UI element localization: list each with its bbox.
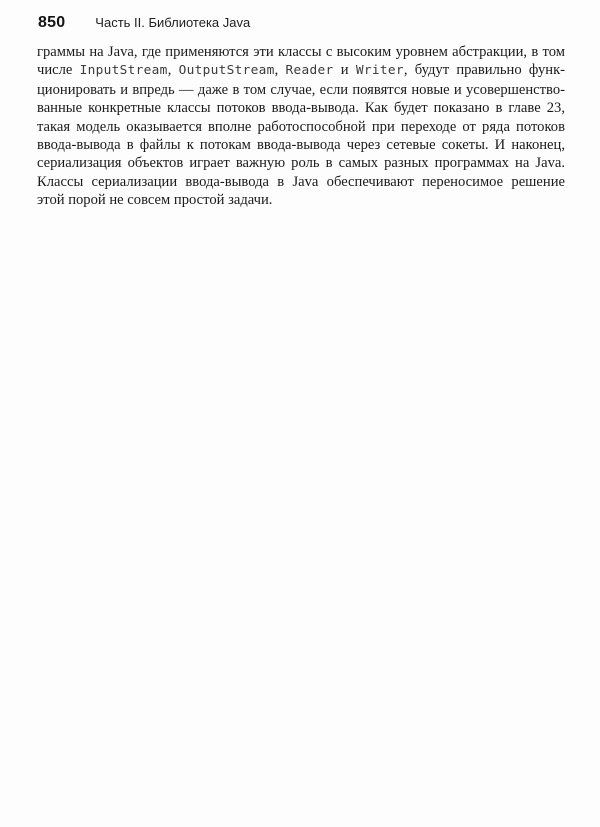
body-paragraph <box>0 32 600 210</box>
paragraph-line <box>37 118 565 136</box>
page-header <box>0 0 600 32</box>
paragraph-line <box>37 61 565 80</box>
text-segment: , <box>167 62 179 79</box>
text-segment: ввода-вывода в файлы к потокам ввода-вывода через сетевые сокеты. И наконец, <box>37 137 565 154</box>
code-segment: Reader <box>285 63 334 79</box>
paragraph-line <box>37 173 565 191</box>
text-segment: Классы сериализации ввода-вывода в Java обеспечивают переносимое решение <box>37 173 565 190</box>
page-number: 850 <box>38 14 66 31</box>
text-segment: , <box>274 62 286 79</box>
paragraph-line <box>37 81 565 99</box>
text-segment: сериализация объектов играет важную роль в самых разных программах на Java. <box>37 155 565 172</box>
code-segment: InputStream <box>79 63 168 79</box>
paragraph-line <box>37 136 565 154</box>
paragraph-line <box>37 191 565 209</box>
text-segment: граммы на Java, где применяются эти классы с высоким уровнем абстракции, в том <box>37 44 565 60</box>
running-title: Часть II. Библиотека Java <box>95 15 251 30</box>
text-segment: ционировать и впредь — даже в том случае, если появятся новые и усовершенство- <box>37 81 565 98</box>
paragraph-line <box>37 154 565 172</box>
code-segment: OutputStream <box>178 63 275 79</box>
code-segment: Writer <box>355 63 404 79</box>
text-segment: числе <box>37 62 80 79</box>
text-segment: , будут правильно функ- <box>403 62 566 79</box>
text-segment: такая модель оказывается вполне работоспособной при переходе от ряда потоков <box>37 118 565 135</box>
text-segment: этой порой не совсем простой задачи. <box>37 192 273 209</box>
paragraph-line <box>37 99 565 117</box>
text-segment: ванные конкретные классы потоков ввода-вывода. Как будет показано в главе 23, <box>37 100 565 117</box>
text-segment: и <box>333 62 356 79</box>
paragraph-line <box>37 43 565 61</box>
